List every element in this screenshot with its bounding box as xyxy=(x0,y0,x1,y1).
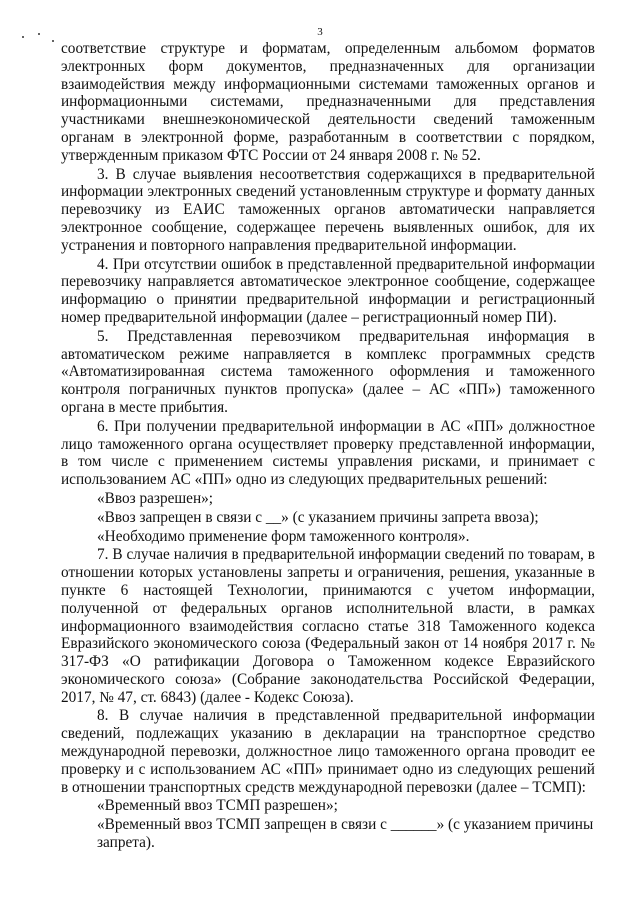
scan-speck xyxy=(22,36,24,38)
paragraph-7: 7. В случае наличия в предварительной информации сведений по товарам, в отношении которых установлены запреты и ограничения, решения, указанные в пункте 6 настоящей Технологии, принимаются с учетом информации, полученной от федеральных органов исполнительной власти, в рамках информационного взаимодействия согласно статье 318 Таможенного кодекса Евразийского экономического союза (Федеральный закон от 14 ноября 2017 г. № 317-ФЗ «О ратификации Договора о Таможенном кодексе Евразийского экономического союза» (Собрание законодательства Российской Федерации, 2017, № 47, ст. 6843) (далее - Кодекс Союза). xyxy=(61,546,595,706)
decision-option: «Необходимо применение форм таможенного контроля». xyxy=(97,527,470,545)
paragraph-3: 3. В случае выявления несоответствия содержащихся в предварительной информации электронных сведений установленным структуре и формату данных перевозчику из ЕАИС таможенных органов автоматически направляется электронное сообщение, содержащее перечень выявленных ошибок, для их устранения и повторного направления предварительной информации. xyxy=(61,165,595,254)
paragraph-continuation: соответствие структуре и форматам, определенным альбомом форматов электронных форм документов, предназначенных для организации взаимодействия между информационными системами таможенных органов и информационными системами, предназначенными для представления участниками внешнеэкономической деятельности сведений таможенным органам в электронной форме, разработанным в соответствии с порядком, утвержденным приказом ФТС России от 24 января 2008 г. № 52. xyxy=(61,40,595,164)
scan-speck xyxy=(52,40,54,42)
scan-speck xyxy=(38,33,40,35)
decision-option: «Ввоз разрешен»; xyxy=(97,489,214,507)
paragraph-5: 5. Представленная перевозчиком предварительная информация в автоматическом режиме направляется в комплекс программных средств «Автоматизированная система таможенного оформления и таможенного контроля пограничных пунктов пропуска» (далее – АС «ПП») таможенного органа в месте прибытия. xyxy=(61,327,595,416)
paragraph-6: 6. При получении предварительной информации в АС «ПП» должностное лицо таможенного органа осуществляет проверку представленной информации, в том числе с применением системы управления рисками, и принимает с использованием АС «ПП» одно из следующих предварительных решений: xyxy=(61,417,595,489)
decision-option: «Ввоз запрещен в связи с __» (с указанием причины запрета ввоза); xyxy=(97,508,539,526)
decision-option: «Временный ввоз ТСМП запрещен в связи с ______» (с указанием причины запрета). xyxy=(97,816,594,852)
page-number: 3 xyxy=(317,26,323,38)
decision-option: «Временный ввоз ТСМП разрешен»; xyxy=(97,797,338,815)
paragraph-4: 4. При отсутствии ошибок в представленной предварительной информации перевозчику направляется автоматическое электронное сообщение, содержащее информацию о принятии предварительной информации и регистрационный номер предварительной информации (далее – регистрационный номер ПИ). xyxy=(61,255,595,326)
paragraph-8: 8. В случае наличия в представленной предварительной информации сведений, подлежащих указанию в декларации на транспортное средство международной перевозки, должностное лицо таможенного органа проводит ее проверку и с использованием АС «ПП» принимает одно из следующих решений в отношении транспортных средств международной перевозки (далее – ТСМП): xyxy=(61,707,595,796)
document-body xyxy=(61,40,595,853)
